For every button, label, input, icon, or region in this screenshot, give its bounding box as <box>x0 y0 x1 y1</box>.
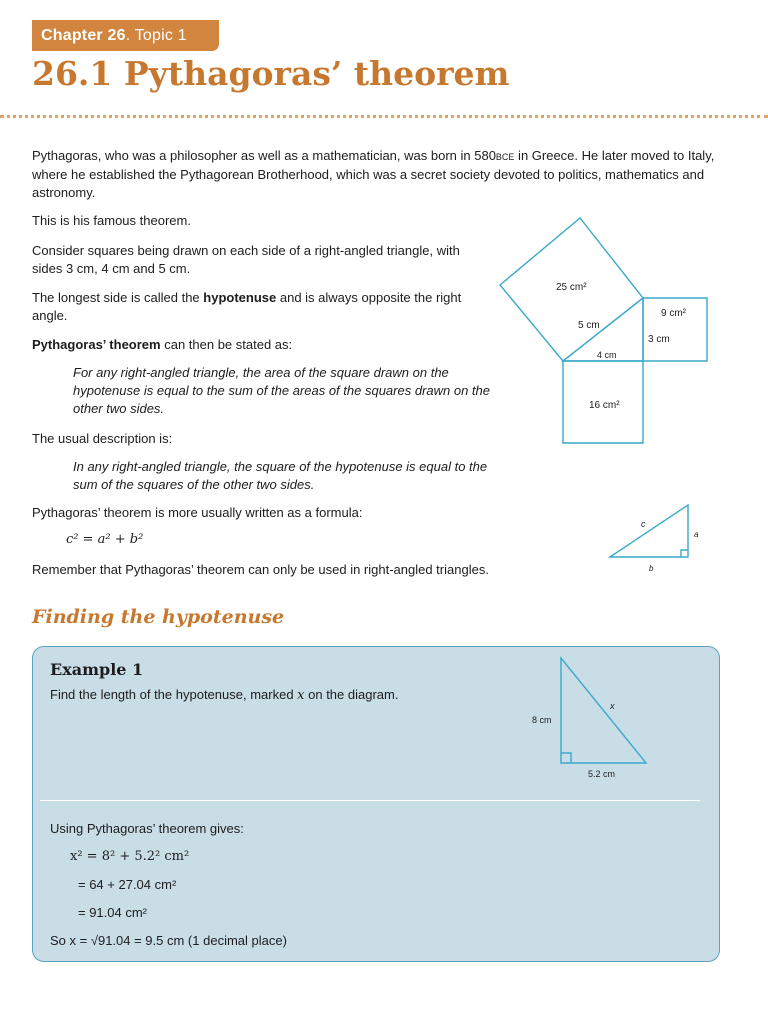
theorem-stated-intro: Pythagoras’ theorem can then be stated as: <box>32 337 293 352</box>
pythagoras-formula: c² = a² + b² <box>66 532 144 547</box>
hyp-area-label: 25 cm² <box>556 282 587 293</box>
chapter-label: Chapter 26 <box>41 27 126 44</box>
hyp-side-label: 5 cm <box>578 320 600 331</box>
long-side-label: 4 cm <box>597 350 617 360</box>
formula-intro-text: Pythagoras’ theorem is more usually written as a formula: <box>32 505 363 520</box>
short-area-label: 9 cm² <box>661 308 686 319</box>
right-angle-marker <box>681 550 688 557</box>
example-hyp-label: x <box>610 701 615 711</box>
theorem-statement-quote: For any right-angled triangle, the area of the square drawn on the hypotenuse is equal to the sum of the areas of the squares drawn on the other two sides. <box>73 365 490 416</box>
working-line-1: x² = 8² + 5.2² cm² <box>70 849 190 864</box>
example-triangle-diagram <box>526 650 656 784</box>
example-title: Example 1 <box>50 660 144 679</box>
hypotenuse-definition: The longest side is called the hypotenuse and is always opposite the right angle. <box>32 290 462 323</box>
title-dotted-divider <box>0 115 768 118</box>
example-triangle <box>561 658 646 763</box>
chapter-tag <box>32 20 219 51</box>
right-angle-reminder: Remember that Pythagoras’ theorem can only be used in right-angled triangles. <box>32 562 489 577</box>
formula-triangle <box>610 505 688 557</box>
base-b-label: b <box>649 564 654 573</box>
famous-theorem-text: This is his famous theorem. <box>32 213 191 228</box>
example-right-angle-marker <box>561 753 571 763</box>
working-line-3: = 91.04 cm² <box>78 905 148 920</box>
section-heading: Finding the hypotenuse <box>32 606 285 628</box>
formula-triangle-diagram <box>604 500 708 580</box>
long-area-label: 16 cm² <box>589 400 620 411</box>
squares-on-sides-diagram <box>494 212 718 448</box>
usual-description-quote: In any right-angled triangle, the square of the hypotenuse is equal to the sum of the squares of the other two sides. <box>73 459 488 492</box>
topic-label: . Topic 1 <box>125 27 187 44</box>
usual-description-text: The usual description is: <box>32 431 173 446</box>
consider-squares-text: Consider squares being drawn on each side of a right-angled triangle, with sides 3 cm, 4 cm and 5 cm. <box>32 243 460 276</box>
example-question: Find the length of the hypotenuse, marked x on the diagram. <box>50 687 399 703</box>
short-side-label: 3 cm <box>648 334 670 345</box>
hyp-c-label: c <box>641 519 646 529</box>
vertical-a-label: a <box>694 530 699 539</box>
working-answer: So x = √91.04 = 9.5 cm (1 decimal place) <box>50 933 287 948</box>
intro-paragraph: Pythagoras, who was a philosopher as well as a mathematician, was born in 580BCE in Greece. He later moved to Italy, where he established the Pythagorean Brotherhood, which was a secret society devoted to politics, mathematics and astronomy. <box>32 148 715 200</box>
example-vertical-label: 8 cm <box>532 715 552 725</box>
page-title: 26.1 Pythagoras’ theorem <box>32 54 510 93</box>
working-line-2: = 64 + 27.04 cm² <box>78 877 177 892</box>
working-intro: Using Pythagoras’ theorem gives: <box>50 821 244 836</box>
example-divider <box>40 800 700 801</box>
example-base-label: 5.2 cm <box>588 769 616 779</box>
